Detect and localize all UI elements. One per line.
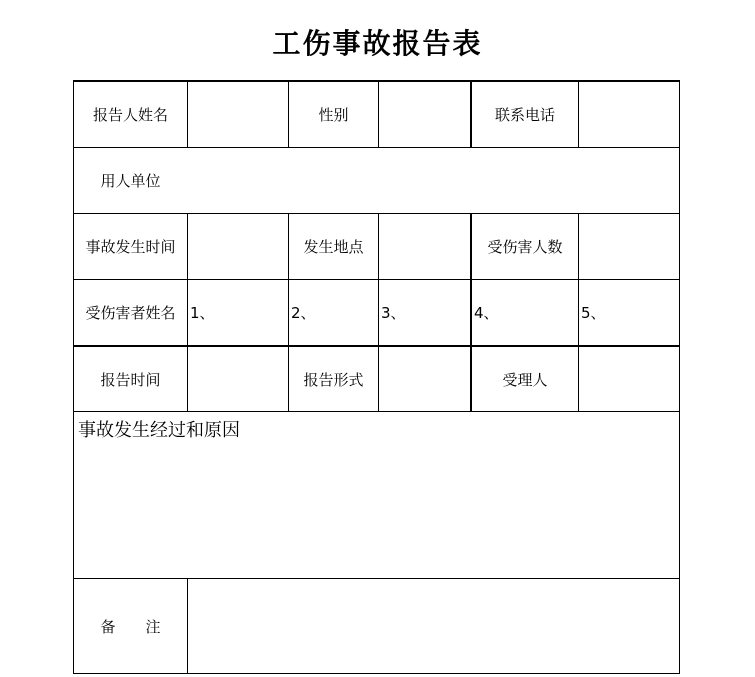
report-time-label: 报告时间 xyxy=(100,370,161,389)
injured-name-slot-5[interactable]: 5、 xyxy=(581,304,606,322)
injured-name-slot-4[interactable]: 4、 xyxy=(474,304,499,322)
accident-process-label[interactable]: 事故发生经过和原因 xyxy=(78,420,240,441)
employer-label: 用人单位 xyxy=(100,172,161,190)
accident-time-field[interactable] xyxy=(188,214,288,279)
injured-count-field[interactable] xyxy=(579,214,679,279)
injured-count-label: 受伤害人数 xyxy=(487,238,563,256)
injured-name-slot-2[interactable]: 2、 xyxy=(291,304,316,322)
table-border-right xyxy=(679,80,680,674)
phone-label: 联系电话 xyxy=(494,106,555,124)
reporter-name-label: 报告人姓名 xyxy=(92,106,168,124)
table-border-bottom xyxy=(73,673,680,674)
report-time-field[interactable] xyxy=(188,347,288,411)
reporter-name-field[interactable] xyxy=(188,82,288,147)
employer-field[interactable] xyxy=(188,148,679,213)
remark-label: 备 注 xyxy=(100,617,161,636)
accident-place-label: 发生地点 xyxy=(303,238,364,256)
form-title: 工伤事故报告表 xyxy=(272,27,483,60)
gender-label: 性别 xyxy=(318,106,349,124)
gender-field[interactable] xyxy=(379,82,470,147)
remark-field[interactable] xyxy=(188,579,679,673)
report-form-field[interactable] xyxy=(379,347,470,411)
accident-time-label: 事故发生时间 xyxy=(85,238,176,256)
injured-name-slot-3[interactable]: 3、 xyxy=(381,304,406,322)
accident-place-field[interactable] xyxy=(379,214,470,279)
phone-field[interactable] xyxy=(579,82,679,147)
injured-names-label: 受伤害者姓名 xyxy=(85,304,176,322)
receiver-label: 受理人 xyxy=(502,370,548,389)
receiver-field[interactable] xyxy=(579,347,679,411)
injured-name-slot-1[interactable]: 1、 xyxy=(190,304,215,322)
report-form-label: 报告形式 xyxy=(303,370,364,389)
